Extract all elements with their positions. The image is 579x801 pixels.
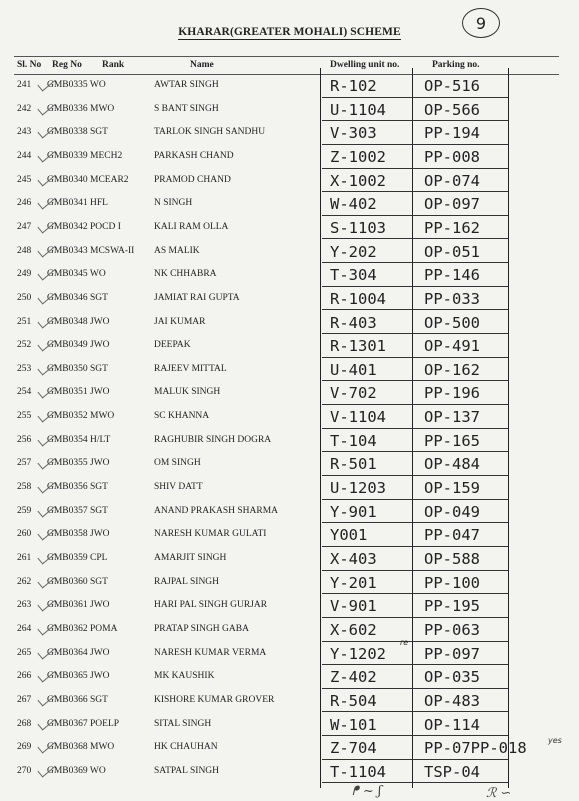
serial-number: 242 [17, 103, 32, 114]
reg-no-rank: GMB0354 H/LT [47, 434, 111, 445]
page-number: 9 [462, 8, 500, 38]
table-row [0, 383, 579, 407]
table-row [0, 218, 579, 242]
serial-number: 257 [17, 458, 32, 469]
serial-number: 244 [17, 150, 32, 161]
reg-no-rank: GMB0360 SGT [47, 576, 108, 587]
parking-number: OP-097 [424, 195, 480, 214]
dwelling-unit: Y-901 [330, 502, 377, 521]
reg-no-rank: GMB0359 CPL [47, 553, 108, 563]
row-underline [322, 380, 508, 381]
serial-number: 264 [17, 623, 32, 634]
serial-number: 268 [17, 718, 32, 729]
dwelling-unit: U-1104 [330, 100, 386, 119]
reg-no-rank: GMB0361 JWO [47, 600, 110, 611]
header-parking: Parking no. [432, 60, 480, 70]
row-underline [322, 238, 508, 239]
serial-number: 267 [17, 694, 32, 705]
dwelling-unit: R-501 [330, 455, 377, 474]
parking-number: PP-07PP-018 [424, 739, 527, 758]
row-underline [322, 357, 508, 358]
table-row [0, 313, 579, 337]
handwritten-note-265: re [400, 638, 409, 647]
header-bottom-rule [14, 74, 559, 75]
dwelling-unit: R-102 [330, 77, 377, 95]
person-name: OM SINGH [154, 458, 201, 469]
person-name: AS MALIK [154, 245, 200, 256]
table-row [0, 573, 579, 597]
row-underline [322, 309, 508, 310]
person-name: AMARJIT SINGH [154, 553, 227, 563]
dwelling-unit: R-403 [330, 313, 377, 332]
serial-number: 248 [17, 245, 32, 256]
parking-number: PP-033 [424, 289, 480, 308]
reg-no-rank: GMB0368 MWO [47, 742, 115, 753]
person-name: RAGHUBIR SINGH DOGRA [154, 434, 272, 445]
parking-number: PP-008 [424, 147, 480, 166]
table-row [0, 644, 579, 668]
parking-number: TSP-04 [424, 762, 480, 781]
dwelling-unit: W-402 [330, 195, 377, 214]
table-row [0, 762, 579, 786]
serial-number: 261 [17, 553, 32, 563]
reg-no-rank: GMB0358 JWO [47, 529, 110, 540]
dwelling-unit: X-403 [330, 550, 377, 568]
person-name: SITAL SINGH [154, 718, 212, 729]
parking-number: OP-051 [424, 242, 480, 261]
person-name: RAJEEV MITTAL [154, 363, 227, 374]
reg-no-rank: GMB0338 SGT [47, 127, 108, 138]
row-underline [322, 428, 508, 429]
parking-number: OP-159 [424, 479, 480, 498]
reg-no-rank: GMB0352 MWO [47, 411, 115, 422]
person-name: SATPAL SINGH [154, 765, 220, 776]
parking-number: OP-491 [424, 337, 480, 356]
dwelling-unit: Y001 [330, 526, 368, 545]
table-row [0, 123, 579, 147]
dwelling-unit: T-304 [330, 266, 377, 285]
table-row [0, 100, 579, 124]
parking-number: PP-063 [424, 620, 480, 639]
table-row [0, 502, 579, 526]
dwelling-unit: Z-1002 [330, 147, 386, 166]
person-name: NK CHHABRA [154, 269, 217, 280]
row-underline [322, 499, 508, 500]
row-underline [322, 782, 508, 783]
serial-number: 259 [17, 505, 32, 516]
parking-number: OP-137 [424, 408, 480, 427]
parking-number: PP-165 [424, 431, 480, 450]
row-underline [322, 215, 508, 216]
reg-no-rank: GMB0345 WO [47, 269, 106, 280]
row-underline [322, 144, 508, 145]
person-name: KALI RAM OLLA [154, 221, 229, 232]
serial-number: 253 [17, 363, 32, 374]
dwelling-unit: R-1004 [330, 289, 386, 308]
table-row [0, 360, 579, 384]
table-row [0, 525, 579, 549]
dwelling-unit: Z-704 [330, 739, 377, 758]
table-row [0, 715, 579, 739]
parking-number: OP-162 [424, 360, 480, 379]
person-name: PRATAP SINGH GABA [154, 623, 249, 634]
person-name: ANAND PRAKASH SHARMA [154, 505, 279, 516]
table-row [0, 454, 579, 478]
person-name: HK CHAUHAN [154, 742, 218, 753]
serial-number: 262 [17, 576, 32, 587]
serial-number: 246 [17, 198, 32, 209]
serial-number: 251 [17, 316, 32, 327]
parking-number: PP-195 [424, 597, 480, 616]
row-underline [322, 664, 508, 665]
row-underline [322, 593, 508, 594]
page-title: KHARAR(GREATER MOHALI) SCHEME [178, 26, 401, 38]
parking-number: OP-483 [424, 691, 480, 710]
row-underline [322, 688, 508, 689]
table-row [0, 738, 579, 762]
signature-mark-2: ℛ ∽ [486, 786, 512, 801]
serial-number: 249 [17, 269, 32, 280]
row-underline [322, 168, 508, 169]
row-underline [322, 570, 508, 571]
serial-number: 266 [17, 671, 32, 682]
parking-number: OP-074 [424, 171, 480, 190]
reg-no-rank: GMB0366 SGT [47, 694, 108, 705]
table-row [0, 289, 579, 313]
parking-number: PP-100 [424, 573, 480, 592]
serial-number: 241 [17, 80, 32, 90]
table-row [0, 549, 579, 573]
dwelling-unit: X-1002 [330, 171, 386, 190]
table-row [0, 691, 579, 715]
table-row [0, 596, 579, 620]
reg-no-rank: GMB0340 MCEAR2 [47, 174, 129, 185]
reg-no-rank: GMB0367 POELP [47, 718, 120, 729]
reg-no-rank: GMB0341 HFL [47, 198, 108, 209]
serial-number: 269 [17, 742, 32, 753]
dwelling-unit: Y-202 [330, 242, 377, 261]
dwelling-unit: R-1301 [330, 337, 386, 356]
person-name: RAJPAL SINGH [154, 576, 220, 587]
reg-no-rank: GMB0350 SGT [47, 363, 108, 374]
reg-no-rank: GMB0362 POMA [47, 623, 118, 634]
row-underline [322, 97, 508, 98]
person-name: NARESH KUMAR VERMA [154, 647, 267, 658]
row-underline [322, 404, 508, 405]
row-underline [322, 333, 508, 334]
person-name: JAI KUMAR [154, 316, 206, 327]
dwelling-unit: V-702 [330, 384, 377, 403]
parking-number: OP-516 [424, 77, 480, 95]
header-top-rule [14, 56, 559, 57]
row-underline [322, 522, 508, 523]
person-name: S BANT SINGH [154, 103, 219, 114]
header-reg-no: Reg No [52, 60, 82, 70]
table-row [0, 478, 579, 502]
table-row [0, 76, 579, 100]
person-name: SHIV DATT [154, 482, 203, 493]
dwelling-unit: T-1104 [330, 762, 386, 781]
table-row [0, 194, 579, 218]
serial-number: 254 [17, 387, 32, 398]
header-sl-no: Sl. No [17, 60, 42, 70]
dwelling-unit: Y-1202 [330, 644, 386, 663]
serial-number: 252 [17, 340, 32, 351]
reg-no-rank: GMB0346 SGT [47, 292, 108, 303]
person-name: N SINGH [154, 198, 193, 209]
parking-number: PP-196 [424, 384, 480, 403]
parking-number: OP-588 [424, 550, 480, 568]
person-name: SC KHANNA [154, 411, 210, 422]
dwelling-unit: Z-402 [330, 668, 377, 687]
dwelling-unit: X-602 [330, 620, 377, 639]
dwelling-unit: T-104 [330, 431, 377, 450]
dwelling-unit: V-303 [330, 124, 377, 143]
dwelling-unit: V-901 [330, 597, 377, 616]
row-underline [322, 451, 508, 452]
serial-number: 258 [17, 482, 32, 493]
reg-no-rank: GMB0369 WO [47, 765, 106, 776]
dwelling-unit: Y-201 [330, 573, 377, 592]
person-name: PRAMOD CHAND [154, 174, 231, 185]
parking-number: OP-049 [424, 502, 480, 521]
table-row [0, 171, 579, 195]
person-name: PARKASH CHAND [154, 150, 234, 161]
header-name: Name [190, 60, 214, 70]
header-rank: Rank [102, 60, 125, 70]
row-underline [322, 735, 508, 736]
serial-number: 247 [17, 221, 32, 232]
parking-number: OP-500 [424, 313, 480, 332]
row-underline [322, 120, 508, 121]
dwelling-unit: U-1203 [330, 479, 386, 498]
handwritten-note-269: yes [548, 736, 562, 745]
reg-no-rank: GMB0343 MCSWA-II [47, 245, 135, 256]
reg-no-rank: GMB0349 JWO [47, 340, 110, 351]
parking-number: OP-035 [424, 668, 480, 687]
dwelling-unit: W-101 [330, 715, 377, 734]
serial-number: 263 [17, 600, 32, 611]
person-name: DEEPAK [154, 340, 191, 351]
reg-no-rank: GMB0335 WO [47, 80, 106, 90]
person-name: MALUK SINGH [154, 387, 221, 398]
reg-no-rank: GMB0364 JWO [47, 647, 110, 658]
table-row [0, 431, 579, 455]
parking-number: OP-484 [424, 455, 480, 474]
row-underline [322, 617, 508, 618]
reg-no-rank: GMB0351 JWO [47, 387, 110, 398]
row-underline [322, 191, 508, 192]
table-row [0, 265, 579, 289]
table-row [0, 620, 579, 644]
serial-number: 243 [17, 127, 32, 138]
dwelling-unit: V-1104 [330, 408, 386, 427]
serial-number: 255 [17, 411, 32, 422]
person-name: MK KAUSHIK [154, 671, 215, 682]
reg-no-rank: GMB0348 JWO [47, 316, 110, 327]
row-underline [322, 475, 508, 476]
serial-number: 265 [17, 647, 32, 658]
person-name: KISHORE KUMAR GROVER [154, 694, 275, 705]
reg-no-rank: GMB0339 MECH2 [47, 150, 123, 161]
person-name: AWTAR SINGH [154, 80, 219, 90]
table-row [0, 407, 579, 431]
row-underline [322, 286, 508, 287]
table-row [0, 147, 579, 171]
table-row [0, 336, 579, 360]
parking-number: PP-162 [424, 218, 480, 237]
reg-no-rank: GMB0357 SGT [47, 505, 108, 516]
row-underline [322, 711, 508, 712]
row-underline [322, 262, 508, 263]
reg-no-rank: GMB0342 POCD I [47, 221, 121, 232]
reg-no-rank: GMB0355 JWO [47, 458, 110, 469]
parking-number: OP-566 [424, 100, 480, 119]
parking-number: PP-047 [424, 526, 480, 545]
serial-number: 245 [17, 174, 32, 185]
dwelling-unit: S-1103 [330, 218, 386, 237]
parking-number: PP-097 [424, 644, 480, 663]
signature-mark: ᖰ ~ ʃ [352, 784, 382, 799]
table-row [0, 667, 579, 691]
parking-number: PP-194 [424, 124, 480, 143]
serial-number: 250 [17, 292, 32, 303]
serial-number: 256 [17, 434, 32, 445]
person-name: NARESH KUMAR GULATI [154, 529, 267, 540]
row-underline [322, 546, 508, 547]
person-name: JAMIAT RAI GUPTA [154, 292, 240, 303]
serial-number: 260 [17, 529, 32, 540]
serial-number: 270 [17, 765, 32, 776]
reg-no-rank: GMB0365 JWO [47, 671, 110, 682]
person-name: HARI PAL SINGH GURJAR [154, 600, 268, 611]
header-dwelling: Dwelling unit no. [330, 60, 400, 70]
table-row [0, 242, 579, 266]
reg-no-rank: GMB0356 SGT [47, 482, 108, 493]
row-underline [322, 759, 508, 760]
dwelling-unit: R-504 [330, 691, 377, 710]
dwelling-unit: U-401 [330, 360, 377, 379]
parking-number: PP-146 [424, 266, 480, 285]
reg-no-rank: GMB0336 MWO [47, 103, 115, 114]
row-underline [322, 641, 508, 642]
parking-number: OP-114 [424, 715, 480, 734]
person-name: TARLOK SINGH SANDHU [154, 127, 266, 138]
